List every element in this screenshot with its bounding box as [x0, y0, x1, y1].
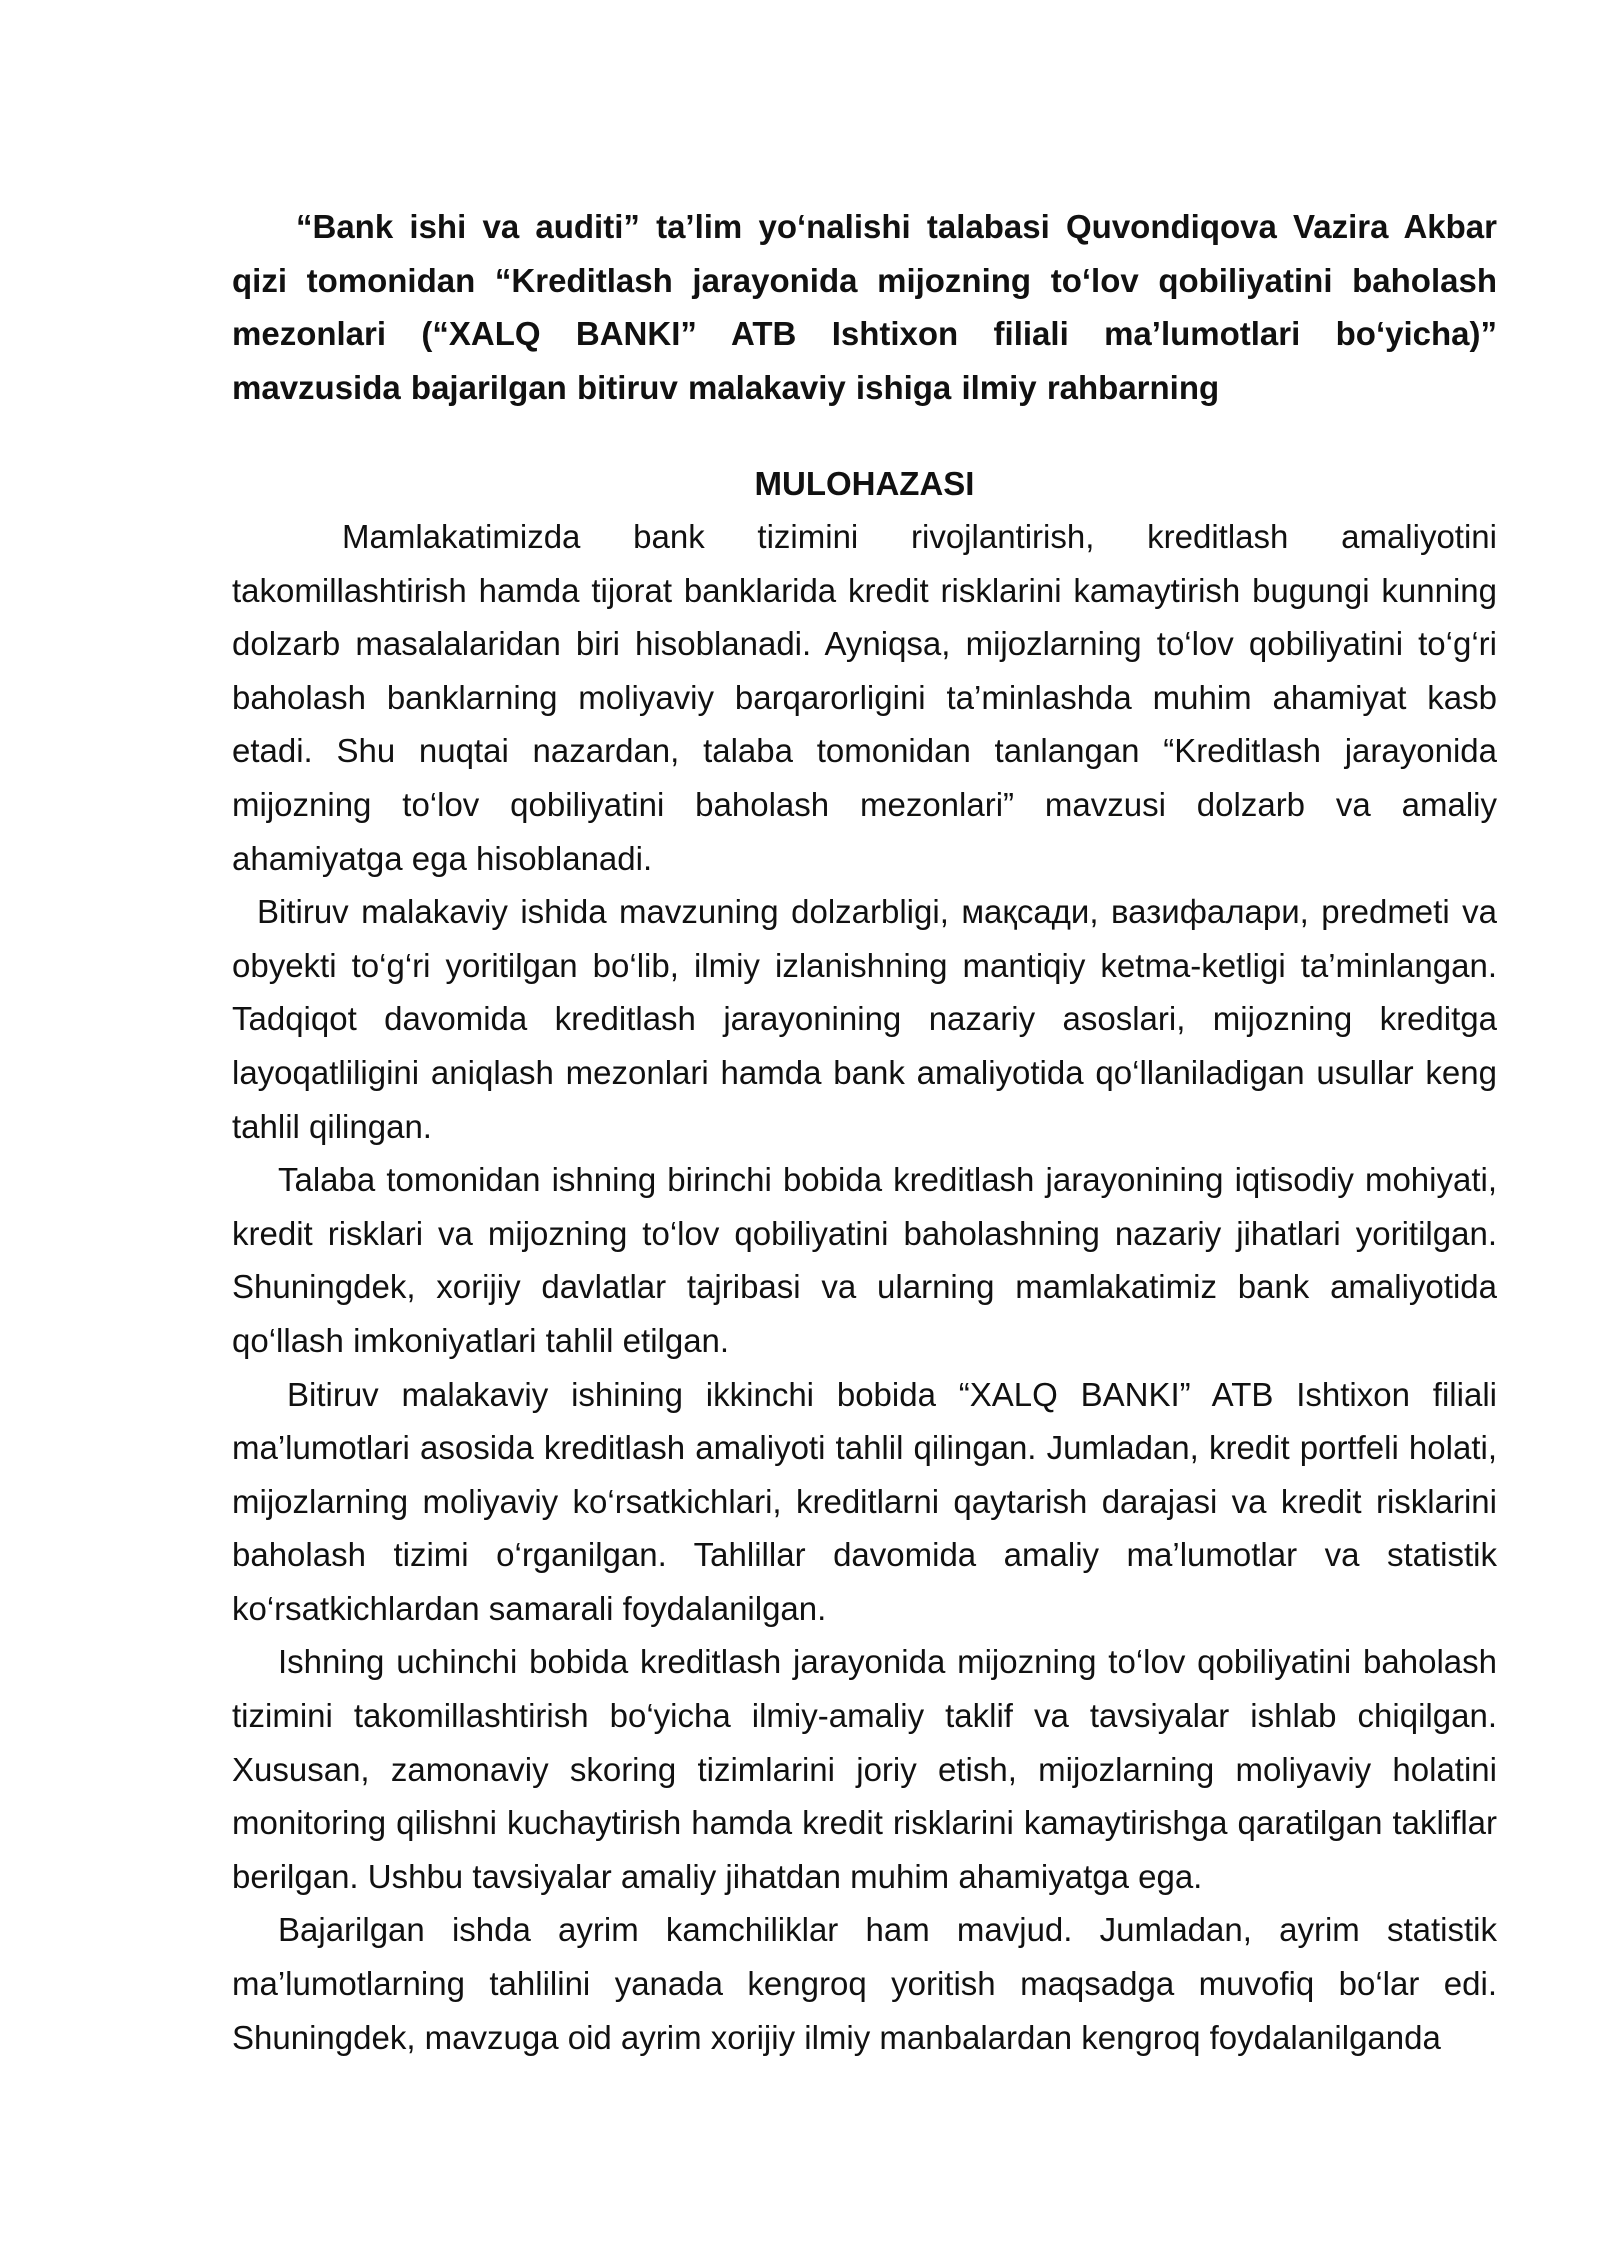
paragraph-3: Talaba tomonidan ishning birinchi bobida kreditlash jarayonining iqtisodiy mohiyati, kredit risklari va mijozning to‘lov qobiliyatini baholashning nazariy jihatlari yoritilgan. Shuningdek, xorijiy davlatlar tajribasi va ularning mamlakatimiz bank amaliyotida qo‘llash imkoniyatlari tahlil etilgan.	[232, 1161, 1497, 1359]
paragraph-5: Ishning uchinchi bobida kreditlash jarayonida mijozning to‘lov qobiliyatini baholash tizimini takomillashtirish bo‘yicha ilmiy-amaliy taklif va tavsiyalar ishlab chiqilgan. Xususan, zamonaviy skoring tizimlarini joriy etish, mijozlarning moliyaviy holatini monitoring qilishni kuchaytirish hamda kredit risklarini kamaytirishga qaratilgan takliflar berilgan. Ushbu tavsiyalar amaliy jihatdan muhim ahamiyatga ega.	[232, 1643, 1497, 1895]
document-title: MULOHAZASI	[754, 465, 975, 502]
document-page	[232, 200, 1497, 2064]
document-header: “Bank ishi va auditi” ta’lim yo‘nalishi talabasi Quvondiqova Vazira Akbar qizi tomonidan “Kreditlash jarayonida mijozning to‘lov qobiliyatini baholash mezonlari (“XALQ BANKI” ATB Ishtixon filiali ma’lumotlari bo‘yicha)” mavzusida bajarilgan bitiruv malakaviy ishiga ilmiy rahbarning	[232, 208, 1497, 406]
paragraph-1: Mamlakatimizda bank tizimini rivojlantirish, kreditlash amaliyotini takomillashtirish hamda tijorat banklarida kredit risklarini kamaytirish bugungi kunning dolzarb masalalaridan biri hisoblanadi. Ayniqsa, mijozlarning to‘lov qobiliyatini to‘g‘ri baholash banklarning moliyaviy barqarorligini ta’minlashda muhim ahamiyat kasb etadi. Shu nuqtai nazardan, talaba tomonidan tanlangan “Kreditlash jarayonida mijozning to‘lov qobiliyatini baholash mezonlari” mavzusi dolzarb va amaliy ahamiyatga ega hisoblanadi.	[232, 518, 1497, 877]
paragraph-6: Bajarilgan ishda ayrim kamchiliklar ham mavjud. Jumladan, ayrim statistik ma’lumotlarning tahlilini yanada kengroq yoritish maqsadga muvofiq bo‘lar edi. Shuningdek, mavzuga oid ayrim xorijiy ilmiy manbalardan kengroq foydalanilganda	[232, 1911, 1497, 2056]
paragraph-4: Bitiruv malakaviy ishining ikkinchi bobida “XALQ BANKI” ATB Ishtixon filiali ma’lumotlari asosida kreditlash amaliyoti tahlil qilingan. Jumladan, kredit portfeli holati, mijozlarning moliyaviy ko‘rsatkichlari, kreditlarni qaytarish darajasi va kredit risklarini baholash tizimi o‘rganilgan. Tahlillar davomida amaliy ma’lumotlar va statistik ko‘rsatkichlardan samarali foydalanilgan.	[232, 1375, 1497, 1627]
paragraph-2: Bitiruv malakaviy ishida mavzuning dolzarbligi, мақсади, вазифалари, predmeti va obyekti to‘g‘ri yoritilgan bo‘lib, ilmiy izlanishning mantiqiy ketma-ketligi ta’minlangan. Tadqiqot davomida kreditlash jarayonining nazariy asoslari, mijozning kreditga layoqatliligini aniqlash mezonlari hamda bank amaliyotida qo‘llaniladigan usullar keng tahlil qilingan.	[232, 893, 1497, 1145]
